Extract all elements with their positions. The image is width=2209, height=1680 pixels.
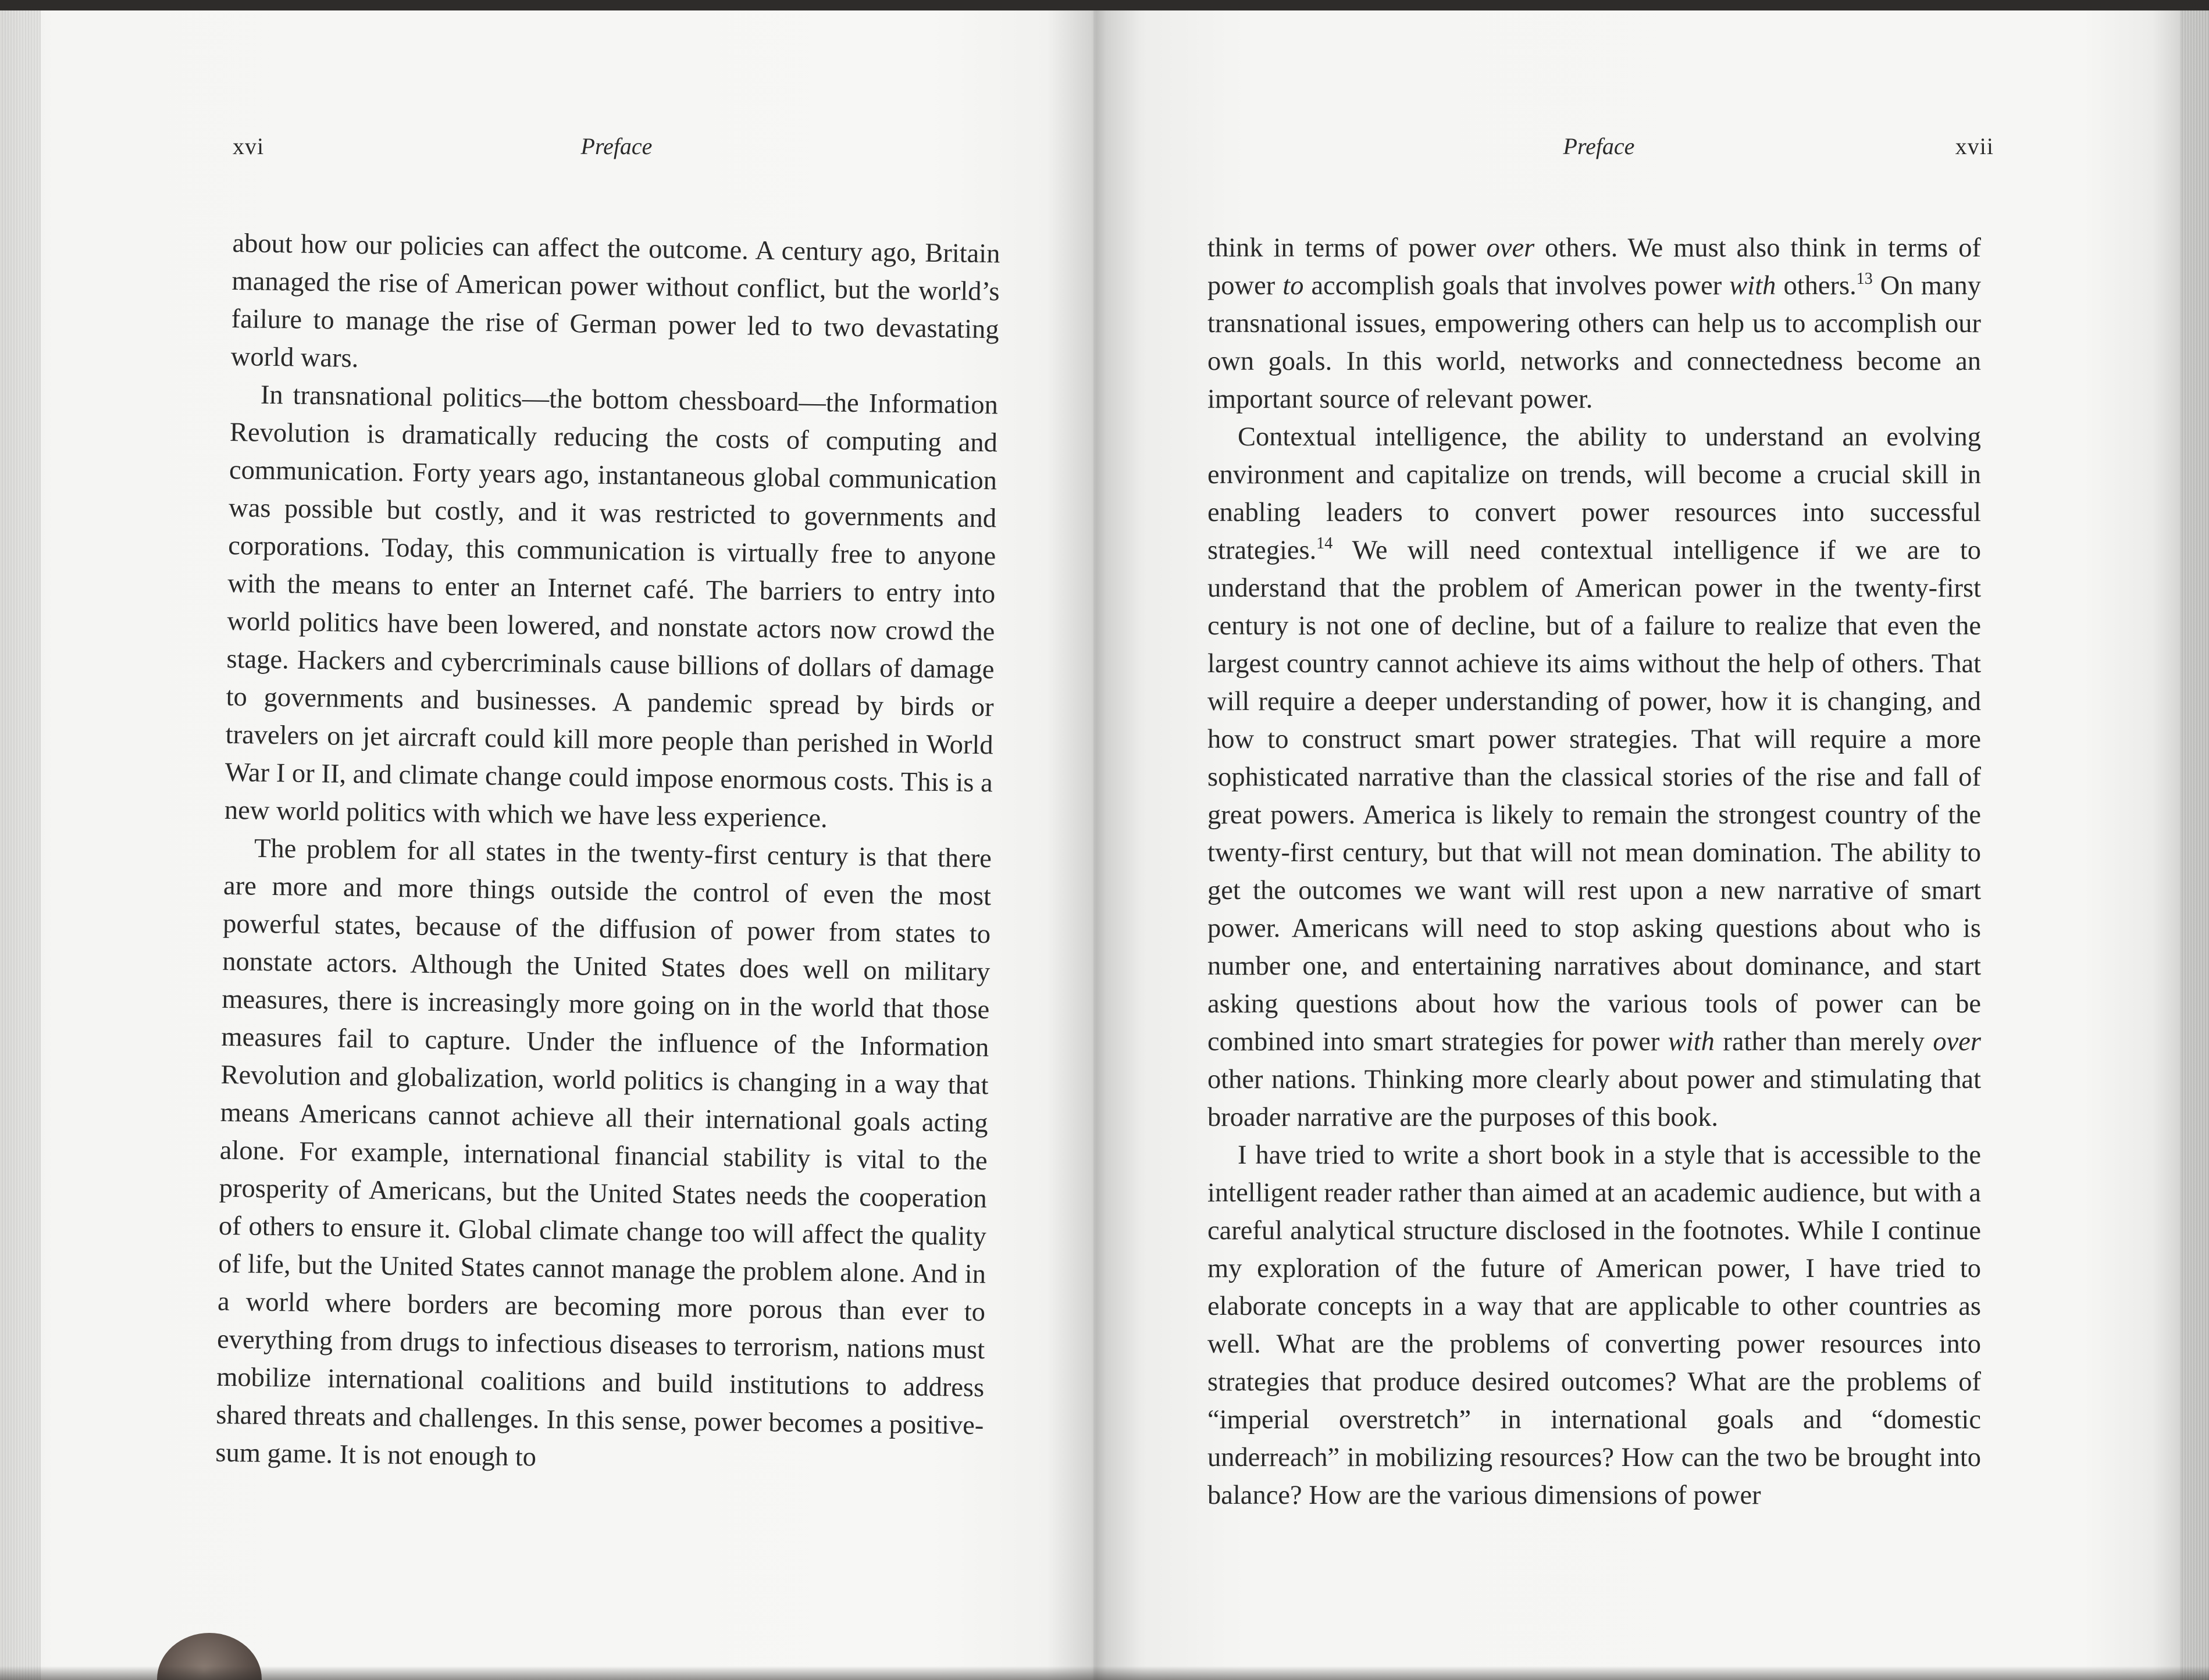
running-head: Preface — [1563, 133, 1635, 159]
left-page-body — [215, 224, 1000, 1482]
right-page — [1093, 10, 2209, 1680]
paragraph: I have tried to write a short book in a style that is accessible to the intelligent reader rather than aimed at an academic audience, but with a careful analytical structure disclosed in the footnotes. While I continue my exploration of the future of American power, I have tried to elaborate concepts in a way that are applicable to other countries as well. What are the problems of converting power resources into strategies that produce desired outcomes? What are the problems of “imperial overstretch” in international goals and “domestic underreach” in mobilizing resources? How can the two be brought into balance? How are the various dimensions of power — [1207, 1140, 1981, 1510]
text-run: other nations. Thinking more clearly about power and stimulating that broader narrative are the purposes of this book. — [1207, 1065, 1981, 1132]
emphasis: with — [1668, 1027, 1715, 1057]
paragraph: In transnational politics—the bottom chessboard—the Information Revolution is dramatically reducing the costs of computing and communication. Forty years ago, instantaneous global communication was possible but costly, and it was restricted to governments and corporations. Today, this communication is virtually free to anyone with the means to enter an Internet café. The barriers to entry into world politics have been lowered, and nonstate actors now crowd the stage. Hackers and cybercriminals cause billions of dollars of damage to governments and businesses. A pandemic spread by birds or travelers on jet aircraft could kill more people than perished in World War I or II, and climate change could impose enormous costs. This is a new world politics with which we have less experience. — [224, 380, 999, 834]
page-edges — [2180, 10, 2209, 1680]
text-run: We will need contextual intelligence if we are to understand that the problem of American power in the twenty-first century is not one of decline, but of a failure to realize that even the largest country cannot achieve its aims without the help of others. That will require a deeper understanding of power, how it is changing, and how to construct smart power strategies. That will require a more sophisticated narrative than the classical stories of the rise and fall of great powers. America is likely to remain the strongest country of the twenty-first century, but that will not mean domination. The ability to get the outcomes we want will rest upon a new narrative of smart power. Americans will need to stop asking questions about who is number one, and entertaining narratives about dominance, and start asking questions about how the various tools of power can be combined into smart strategies for power — [1207, 536, 1981, 1057]
open-book — [0, 10, 2209, 1680]
footnote-marker: 14 — [1316, 534, 1333, 552]
text-run: others. We must also think in terms of power — [1207, 233, 1981, 301]
paragraph — [1207, 229, 1981, 418]
paragraph — [1207, 418, 1981, 1136]
page-number: xvi — [233, 133, 265, 159]
page-number: xvii — [1955, 133, 1994, 159]
text-run: think in terms of power — [1207, 233, 1487, 263]
right-page-body — [1207, 229, 1981, 1514]
text-run: On many transnational issues, empowering others can help us to accomplish our own goals. In this world, networks and connectedness become an important source of relevant power. — [1207, 271, 1982, 414]
text-run: Contextual intelligence, the ability to understand an evolving environment and capitalize on trends, will become a crucial skill in enabling leaders to convert power resources into successful strategies. — [1207, 422, 1981, 565]
emphasis: over — [1486, 233, 1535, 263]
text-run: others. — [1776, 271, 1857, 301]
page-edges — [0, 10, 41, 1680]
emphasis: over — [1933, 1027, 1981, 1057]
paragraph: The problem for all states in the twenty-first century is that there are more and more things outside the control of even the most powerful states, because of the diffusion of power from states to nonstate actors. Although the United States does well on military measures, there is increasingly more going on in the world that those measures fail to capture. Under the influence of the Information Revolution and globalization, world politics is changing in a way that means Americans cannot achieve all their international goals acting alone. For example, international financial stability is vital to the prosperity of Americans, but the United States needs the cooperation of others to ensure it. Global climate change too will affect the quality of life, but the United States cannot manage the problem alone. And in a world where borders are becoming more porous than ever to everything from drugs to infectious diseases to terrorism, nations must mobilize international coalitions and build institutions to address shared threats and challenges. In this sense, power becomes a positive-sum game. It is not enough to — [215, 833, 992, 1472]
paragraph: about how our policies can affect the outcome. A century ago, Britain managed the rise of American power without conflict, but the world’s failure to manage the rise of German power led to two devastating world wars. — [230, 228, 1000, 374]
emphasis: with — [1729, 271, 1776, 301]
bottom-edge — [0, 1666, 2209, 1680]
text-run: accomplish goals that involves power — [1303, 271, 1730, 301]
text-run: rather than merely — [1714, 1027, 1933, 1057]
emphasis: to — [1282, 271, 1304, 301]
left-page-header — [233, 133, 1000, 167]
footnote-marker: 13 — [1856, 270, 1873, 288]
running-head: Preface — [580, 133, 653, 159]
right-page-header — [1204, 133, 1994, 167]
left-page — [0, 10, 1093, 1680]
